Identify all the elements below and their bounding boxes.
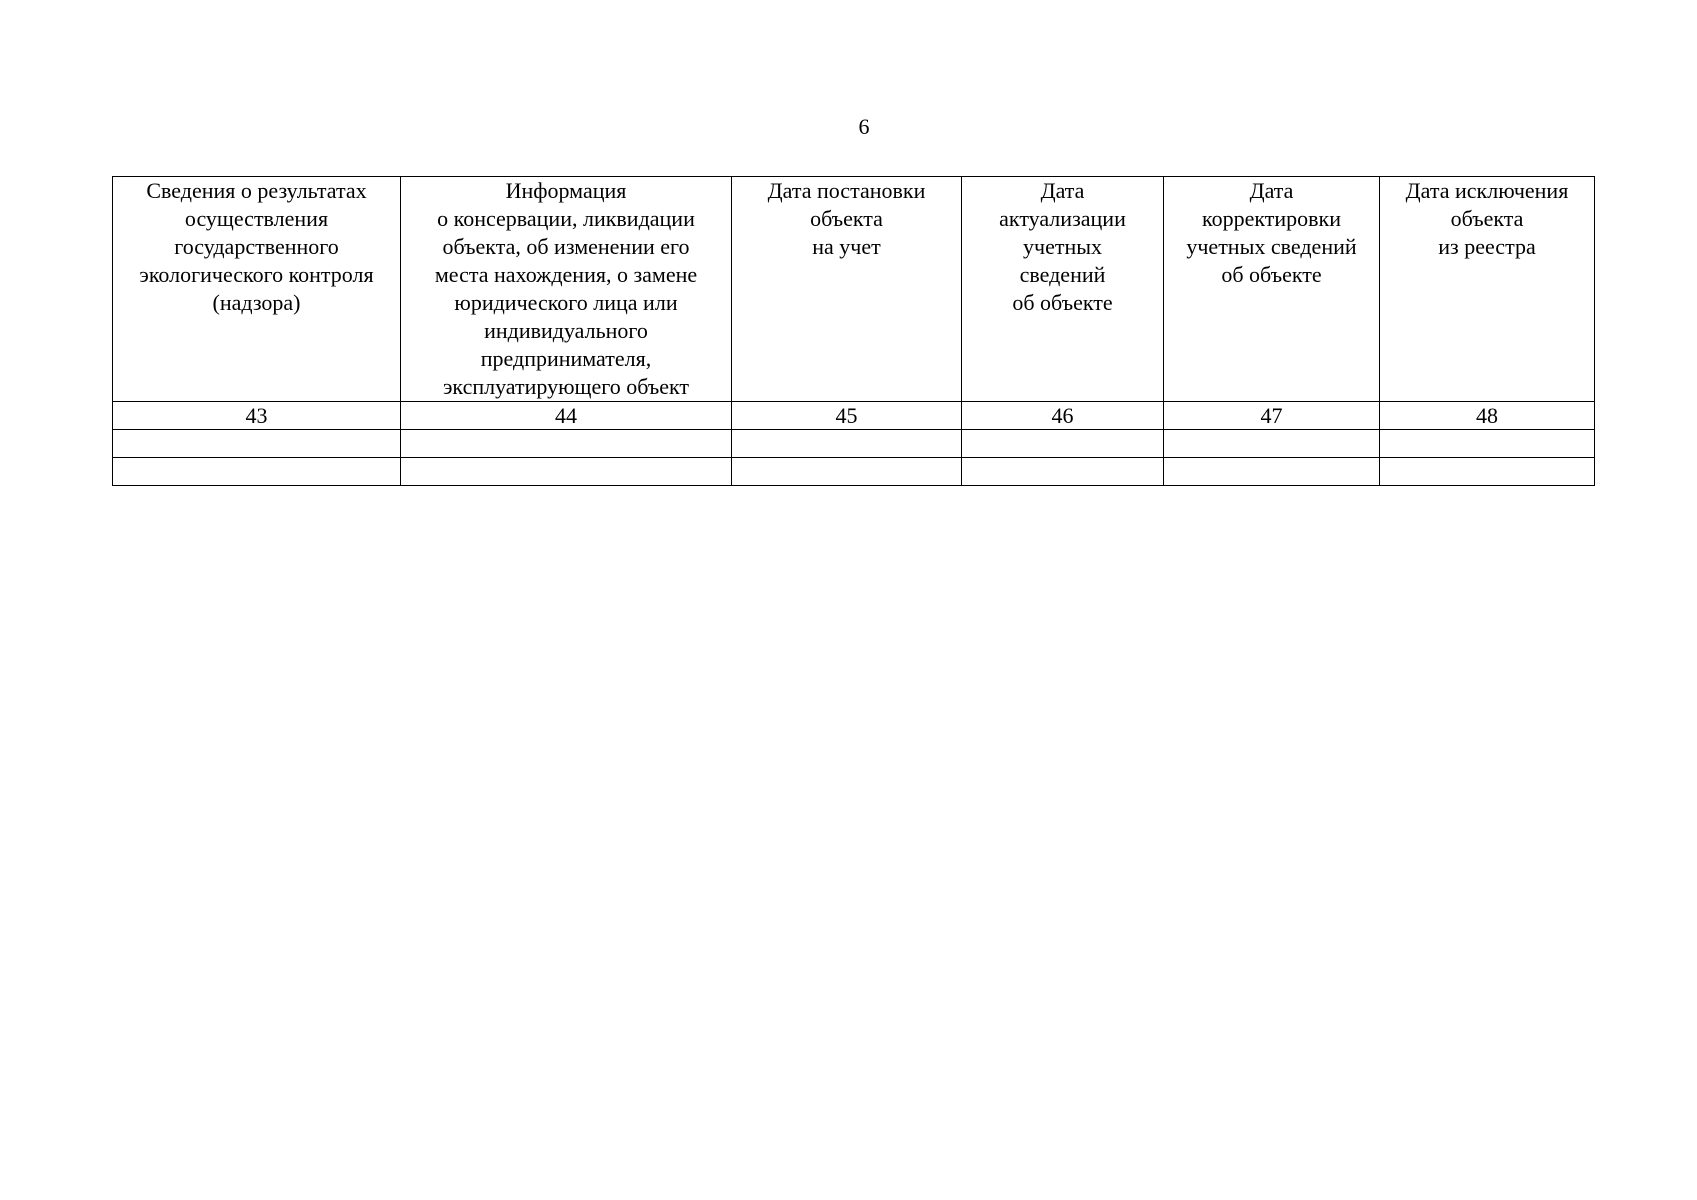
empty-cell [1380,458,1595,486]
empty-cell [113,458,401,486]
empty-cell [1164,430,1380,458]
column-number: 48 [1380,402,1595,430]
empty-cell [401,430,732,458]
column-header-registration-date: Дата постановки объекта на учет [732,177,962,402]
empty-cell [1380,430,1595,458]
column-number: 45 [732,402,962,430]
column-header-conservation-info: Информация о консервации, ликвидации объекта, об изменении его места нахождения, о замене юридического лица или индивидуального предпринимателя, эксплуатирующего объект [401,177,732,402]
column-number: 46 [962,402,1164,430]
table-row [113,458,1595,486]
register-table [112,176,1595,486]
column-number: 47 [1164,402,1380,430]
page-number: 6 [858,114,870,139]
column-header-ecological-control: Сведения о результатах осуществления государственного экологического контроля (надзора) [113,177,401,402]
table-row [113,430,1595,458]
header-row [113,177,1595,402]
empty-cell [962,430,1164,458]
column-numbers-row [113,402,1595,430]
empty-cell [732,458,962,486]
empty-cell [962,458,1164,486]
empty-cell [113,430,401,458]
column-header-correction-date: Дата корректировки учетных сведений об объекте [1164,177,1380,402]
column-header-exclusion-date: Дата исключения объекта из реестра [1380,177,1595,402]
column-number: 44 [401,402,732,430]
empty-cell [401,458,732,486]
column-header-update-date: Дата актуализации учетных сведений об объекте [962,177,1164,402]
empty-cell [732,430,962,458]
empty-cell [1164,458,1380,486]
column-number: 43 [113,402,401,430]
